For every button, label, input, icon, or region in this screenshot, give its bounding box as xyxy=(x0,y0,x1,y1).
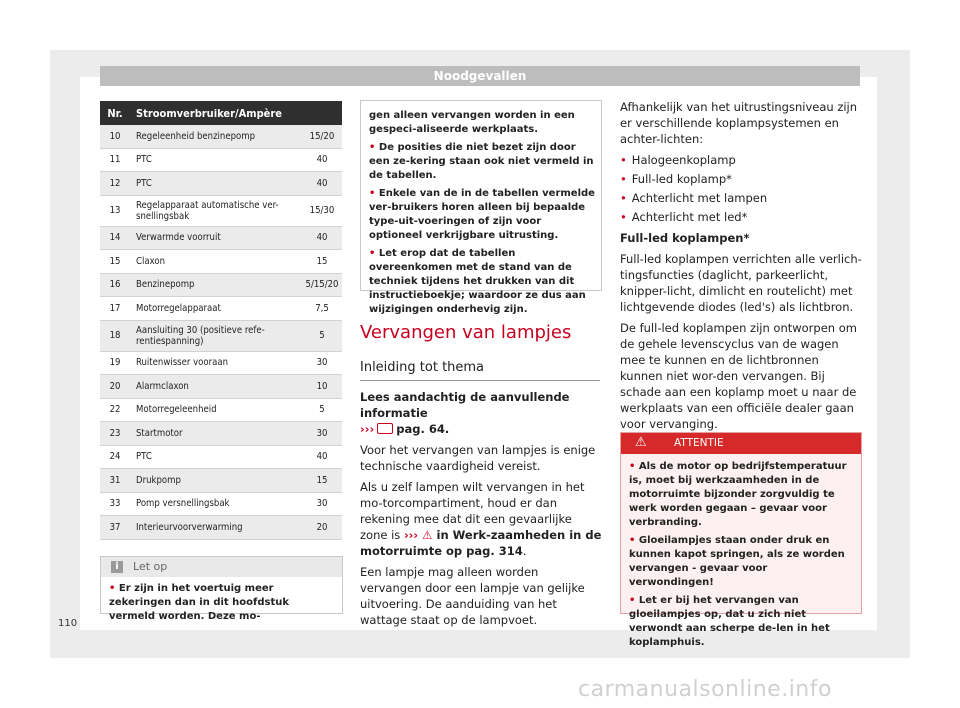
section-title: Vervangen van lampjes xyxy=(360,322,572,343)
cell-nr: 31 xyxy=(100,469,130,493)
cell-nr: 24 xyxy=(100,445,130,469)
cell-nr: 14 xyxy=(100,226,130,250)
table-row xyxy=(100,226,342,250)
list-item-label: Halogeenkoplamp xyxy=(631,153,736,167)
cell-ampere: 40 xyxy=(302,148,342,172)
note-bullet-text: De posities die niet bezet zijn door een ze-kering staan ook niet vermeld in de tabellen. xyxy=(369,142,594,181)
cell-consumer: Motorregelapparaat xyxy=(130,297,302,321)
cell-nr: 33 xyxy=(100,492,130,516)
cell-consumer: Regeleenheid benzinepomp xyxy=(130,125,302,148)
table-header-row xyxy=(100,101,342,125)
cell-ampere: 30 xyxy=(302,351,342,375)
warning-icon: ⚠ xyxy=(422,528,433,542)
bullet-icon: • xyxy=(629,461,636,472)
lead-page-ref[interactable]: pag. 64 xyxy=(396,422,445,436)
warning-bullet-text: Let er bij het vervangen van gloeilampjes op, dat u zich niet verwondt aan scherpe de-len in het koplamphuis. xyxy=(629,595,830,648)
table-row xyxy=(100,250,342,274)
lead-paragraph: Lees aandachtig de aanvullende informatie ››› pag. 64. xyxy=(360,390,570,436)
cell-consumer: Motorregeleenheid xyxy=(130,398,302,422)
cell-ampere: 20 xyxy=(302,516,342,540)
chevron-right-icon: ››› xyxy=(360,422,375,436)
warning-bullet xyxy=(629,594,855,650)
table-row xyxy=(100,492,342,516)
bullet-icon: • xyxy=(629,535,636,546)
bullet-icon: • xyxy=(109,583,116,594)
paragraph: Afhankelijk van het uitrustingsniveau zijn er verschillende koplampsystemen en achter-lichten: xyxy=(620,100,858,146)
cell-ampere: 30 xyxy=(302,492,342,516)
warning-box xyxy=(620,432,862,648)
bullet-icon: • xyxy=(369,248,376,259)
table-row xyxy=(100,297,342,321)
cell-consumer: Drukpomp xyxy=(130,469,302,493)
subheading: Full-led koplampen* xyxy=(620,231,750,245)
warning-bullet-text: Als de motor op bedrijfstemperatuur is, moet bij werkzaamheden in de motorruimte bijzonder zorgvuldig te werk worden gegaan – gevaar voor verbranding. xyxy=(629,461,847,528)
lead-bold: Lees aandachtig de aanvullende informatie xyxy=(360,390,570,420)
table-row xyxy=(100,125,342,148)
table-row xyxy=(100,469,342,493)
paragraph: Voor het vervangen van lampjes is enige technische vaardigheid vereist. xyxy=(360,443,596,473)
cell-ampere: 7,5 xyxy=(302,297,342,321)
paragraph: De full-led koplampen zijn ontworpen om de gehele levenscyclus van de wagen mee te kunnen en de lichtbronnen kunnen niet wor-den vervangen. Bij schade aan een koplamp moet u naar de werkplaats van een officiële dealer gaan voor vervanging. xyxy=(620,321,857,431)
tip-header xyxy=(101,557,342,577)
light-systems-list xyxy=(620,152,862,225)
cell-nr: 19 xyxy=(100,351,130,375)
bullet-icon: • xyxy=(620,210,627,224)
cell-consumer: Verwarmde voorruit xyxy=(130,226,302,250)
cell-consumer: Regelapparaat automatische ver-snellingsbak xyxy=(130,195,302,226)
chevron-right-icon: ››› xyxy=(403,528,419,542)
bullet-icon: • xyxy=(620,191,627,205)
cell-nr: 13 xyxy=(100,195,130,226)
tip-title: Let op xyxy=(133,560,168,573)
list-item-label: Full-led koplamp* xyxy=(631,172,732,186)
info-icon: i xyxy=(111,561,123,573)
cell-ampere: 40 xyxy=(302,226,342,250)
cell-ampere: 40 xyxy=(302,172,342,196)
note-text xyxy=(369,109,597,317)
cell-consumer: Pomp versnellingsbak xyxy=(130,492,302,516)
warning-bullet xyxy=(629,460,855,530)
divider xyxy=(360,380,600,381)
note-bullet-text: Let erop dat de tabellen overeenkomen met de stand van de techniek tijdens het drukken van dit instructieboekje; waardoor ze dus aan wijzigingen onderhevig zijn. xyxy=(369,248,586,315)
cell-nr: 20 xyxy=(100,375,130,399)
table-row xyxy=(100,375,342,399)
warning-bullet-text: Gloeilampjes staan onder druk en kunnen kapot springen, als ze worden vervangen - gevaar voor verwondingen! xyxy=(629,535,845,588)
table-row xyxy=(100,351,342,375)
cell-consumer: PTC xyxy=(130,172,302,196)
right-body-text xyxy=(620,99,862,437)
paragraph-text: Als u zelf lampen wilt vervangen in het mo-torcompartiment, houd er dan rekening mee dat dit een gevaarlijke zone is xyxy=(360,480,585,542)
cell-consumer: PTC xyxy=(130,148,302,172)
cell-nr: 12 xyxy=(100,172,130,196)
tip-text xyxy=(109,582,335,624)
list-item xyxy=(620,152,862,168)
table-row xyxy=(100,398,342,422)
paragraph: Als u zelf lampen wilt vervangen in het mo-torcompartiment, houd er dan rekening mee dat dit een gevaarlijke zone is ››› ⚠ in Werk-zaamheden in de motorruimte op pag. 314. xyxy=(360,480,602,558)
cell-nr: 18 xyxy=(100,320,130,351)
tip-bullet-text: Er zijn in het voertuig meer zekeringen dan in dit hoofdstuk vermeld worden. Deze mo- xyxy=(109,583,290,622)
cell-consumer: Alarmclaxon xyxy=(130,375,302,399)
cell-consumer: Aansluiting 30 (positieve refe-rentiespanning) xyxy=(130,320,302,351)
watermark: carmanualsonline.info xyxy=(578,677,832,702)
bullet-icon: • xyxy=(629,595,636,606)
cell-ampere: 5 xyxy=(302,320,342,351)
bullet-icon: • xyxy=(620,172,627,186)
cell-ampere: 15 xyxy=(302,469,342,493)
cell-ampere: 30 xyxy=(302,422,342,446)
cell-consumer: Benzinepomp xyxy=(130,273,302,297)
cell-nr: 37 xyxy=(100,516,130,540)
cell-ampere: 10 xyxy=(302,375,342,399)
book-icon xyxy=(377,423,393,434)
paragraph: Full-led koplampen verrichten alle verlich-tingsfuncties (daglicht, parkeerlicht, knipper-licht, dimlicht en routelicht) met lichtgevende diodes (led's) als lichtbron. xyxy=(620,252,862,314)
cell-consumer: Interieurvoorverwarming xyxy=(130,516,302,540)
table-row xyxy=(100,516,342,540)
note-bullet-text: Enkele van de in de tabellen vermelde ver-bruikers horen alleen bij bepaalde type-uit-voeringen of zijn voor optioneel verkrijgbare uitrusting. xyxy=(369,188,595,241)
chapter-title: Noodgevallen xyxy=(433,69,527,83)
table-row xyxy=(100,445,342,469)
cell-ampere: 5/15/20 xyxy=(302,273,342,297)
column-header-nr: Nr. xyxy=(100,101,130,125)
bullet-icon: • xyxy=(369,188,376,199)
cell-nr: 16 xyxy=(100,273,130,297)
list-item-label: Achterlicht met lampen xyxy=(631,191,768,205)
cell-ampere: 40 xyxy=(302,445,342,469)
page-number: 110 xyxy=(58,618,78,629)
warning-bullet xyxy=(629,534,855,590)
cell-consumer: Claxon xyxy=(130,250,302,274)
cell-nr: 22 xyxy=(100,398,130,422)
note-bullet xyxy=(369,187,597,243)
section-subtitle: Inleiding tot thema xyxy=(360,360,485,375)
note-bullet xyxy=(369,247,597,317)
bullet-icon: • xyxy=(369,142,376,153)
cell-consumer: Ruitenwisser vooraan xyxy=(130,351,302,375)
list-item xyxy=(620,209,862,225)
cell-ampere: 15 xyxy=(302,250,342,274)
list-item-label: Achterlicht met led* xyxy=(631,210,748,224)
list-item xyxy=(620,190,862,206)
warning-text xyxy=(629,460,855,654)
paragraph: Een lampje mag alleen worden vervangen door een lampje van gelijke uitvoering. De aanduiding van het wattage staat op de lampvoet. xyxy=(360,565,585,627)
cell-ampere: 15/30 xyxy=(302,195,342,226)
middle-body-text xyxy=(360,389,602,633)
table-row xyxy=(100,148,342,172)
table-row xyxy=(100,422,342,446)
cell-ampere: 5 xyxy=(302,398,342,422)
note-intro: gen alleen vervangen worden in een gespeci-aliseerde werkplaats. xyxy=(369,110,575,135)
cell-nr: 17 xyxy=(100,297,130,321)
warning-icon: ⚠ xyxy=(635,435,647,450)
cell-nr: 10 xyxy=(100,125,130,148)
table-row xyxy=(100,273,342,297)
cross-reference-link[interactable]: in Werk-zaamheden in de motorruimte op pag. 314 xyxy=(360,528,602,558)
note-bullet xyxy=(369,141,597,183)
cell-nr: 11 xyxy=(100,148,130,172)
warning-header xyxy=(621,433,861,454)
note-box xyxy=(360,100,602,315)
cell-ampere: 15/20 xyxy=(302,125,342,148)
bullet-icon: • xyxy=(620,153,627,167)
table-row xyxy=(100,172,342,196)
fuse-table xyxy=(100,101,342,540)
table-row xyxy=(100,195,342,226)
table-row xyxy=(100,320,342,351)
cell-consumer: PTC xyxy=(130,445,302,469)
cell-nr: 15 xyxy=(100,250,130,274)
warning-title: ATTENTIE xyxy=(674,437,724,449)
cell-consumer: Startmotor xyxy=(130,422,302,446)
cell-nr: 23 xyxy=(100,422,130,446)
list-item xyxy=(620,171,862,187)
column-header-consumer: Stroomverbruiker/Ampère xyxy=(130,101,342,125)
tip-box xyxy=(100,556,343,622)
